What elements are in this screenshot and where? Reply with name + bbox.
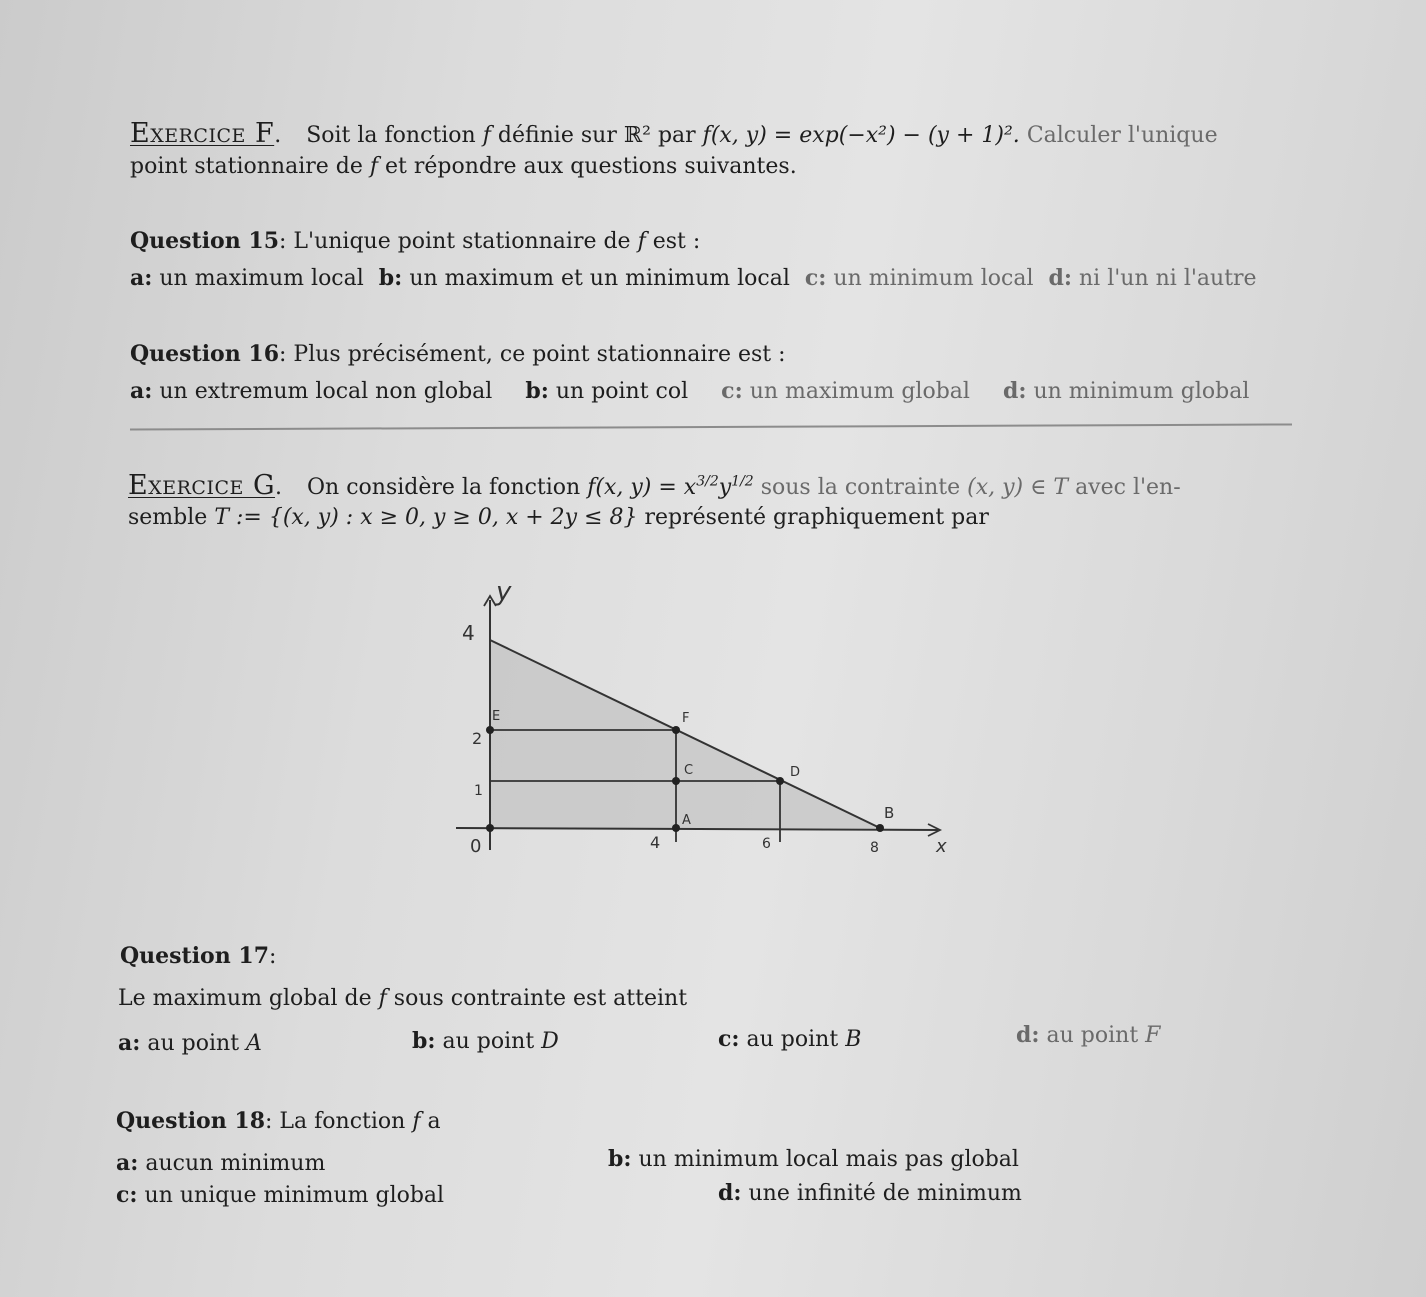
exercice-g-title: Exercice G <box>128 470 276 501</box>
function-symbol: f <box>412 1109 421 1134</box>
x-axis-label: x <box>936 836 947 857</box>
q18-option-b[interactable]: b: un minimum local mais pas global <box>608 1146 1019 1172</box>
question-16-text: Plus précisément, ce point stationnaire est : <box>293 342 786 367</box>
point-c-dot <box>672 777 680 785</box>
y-axis-label: y <box>496 577 512 607</box>
point-f-dot <box>672 726 680 734</box>
question-17-label: Question 17 <box>120 943 270 969</box>
q18-option-a[interactable]: a: aucun minimum <box>116 1150 326 1176</box>
question-18-text-b: a <box>427 1109 441 1134</box>
exercice-g-formula: f(x, $y) = x^{3/2}y^{1/2}$ <box>587 473 754 500</box>
point-a-label: A <box>682 813 691 828</box>
point-b-dot <box>876 824 884 832</box>
q18-option-d[interactable]: d: une infinité de minimum <box>718 1180 1022 1206</box>
point-c-label: C <box>684 763 694 778</box>
tick-label-y2: 2 <box>472 729 483 748</box>
exercice-g-text-b: sous la contrainte <box>760 475 961 500</box>
q17-option-b[interactable]: b: au point D <box>412 1028 559 1054</box>
q15-option-a[interactable]: a: un maximum local <box>130 265 364 291</box>
point-b-label: B <box>884 804 895 822</box>
tick-label-y4: 4 <box>462 621 475 645</box>
question-15-text: L'unique point stationnaire de <box>293 229 631 254</box>
question-17-text: Le maximum global de <box>118 986 372 1011</box>
question-18-heading: Question 18: La fonction f a <box>116 1108 441 1134</box>
function-symbol: f <box>637 229 646 254</box>
tick-label-y1: 1 <box>474 783 483 799</box>
exercice-g-set: T := {(x, y) : x ≥ 0, y ≥ 0, x + 2y ≤ 8} <box>214 505 638 530</box>
exercice-f-line2-text-b: et répondre aux questions suivantes. <box>385 154 797 179</box>
question-17-text-line <box>118 986 687 1011</box>
q17-option-c[interactable]: c: au point B <box>718 1026 862 1052</box>
q15-option-c[interactable]: c: un minimum local <box>804 265 1034 291</box>
question-15-label: Question 15 <box>130 228 280 254</box>
function-symbol: f <box>482 123 491 148</box>
point-f-label: F <box>682 711 690 726</box>
point-d-dot <box>776 777 784 785</box>
q15-option-b[interactable]: b: un maximum et un minimum local <box>378 265 790 291</box>
q16-option-c[interactable]: c: un maximum global <box>721 378 970 404</box>
question-15-heading: Question 15: L'unique point stationnaire de f est : <box>130 228 701 254</box>
x-axis-line <box>456 828 938 830</box>
q17-option-a[interactable]: a: au point A <box>118 1030 262 1056</box>
q16-option-a[interactable]: a: un extremum local non global <box>130 378 493 404</box>
question-16-label: Question 16 <box>130 341 280 367</box>
point-a-dot <box>672 824 680 832</box>
function-symbol: f <box>369 154 379 179</box>
point-d-label: D <box>790 765 801 780</box>
exercice-f-text-b: définie sur <box>497 123 617 148</box>
exercice-f-text-c: Calculer l'unique <box>1026 123 1218 148</box>
exercice-g-constraint: (x, y) ∈ T <box>967 475 1069 500</box>
tick-label-x4: 4 <box>650 833 661 852</box>
q18-option-c[interactable]: c: un unique minimum global <box>116 1182 445 1208</box>
tick-label-x8: 8 <box>870 840 879 856</box>
question-15-text-b: est : <box>652 229 701 254</box>
exercice-g-text: On considère la fonction <box>307 475 581 500</box>
question-17-text-b: sous contrainte est atteint <box>393 986 688 1011</box>
question-17-heading: Question 17: <box>120 943 277 969</box>
exercice-f-formula: f(x, y) = exp(−x²) − (y + 1)². <box>702 123 1020 148</box>
question-16-heading: Question 16: Plus précisément, ce point stationnaire est : <box>130 341 786 367</box>
exercice-f-line2-text: point stationnaire de <box>130 154 363 179</box>
q15-option-d[interactable]: d: ni l'un ni l'autre <box>1048 265 1257 291</box>
point-e-label: E <box>492 709 501 724</box>
origin-dot <box>486 824 494 832</box>
origin-label: 0 <box>470 836 482 857</box>
exercice-g-line-1: Exercice G. On considère la fonction f(x, $y) = x^{3/2}y^{1/2}$ sous la contrainte (x, y) ∈ T avec l'en- <box>128 470 1181 501</box>
function-symbol: f <box>378 986 387 1011</box>
exercice-f-text: Soit la fonction <box>306 123 476 148</box>
exercice-g-text-c: avec l'en- <box>1075 475 1181 500</box>
exercice-g-line2-text-b: représenté graphiquement par <box>644 505 989 530</box>
exercice-f-title: Exercice F <box>130 118 275 149</box>
exercice-g-line2-text: semble <box>128 505 208 530</box>
question-18-text: La fonction <box>279 1109 406 1134</box>
q16-option-b[interactable]: b: un point col <box>525 378 689 404</box>
point-e-dot <box>486 726 494 734</box>
question-18-label: Question 18 <box>116 1108 266 1134</box>
exercice-f-par: par <box>657 123 696 148</box>
exercice-f-line-1: Exercice F. Soit la fonction f définie sur ℝ² par f(x, y) = exp(−x²) − (y + 1)². Calculer l'unique <box>130 118 1218 149</box>
q16-option-d[interactable]: d: un minimum global <box>1002 378 1250 404</box>
q17-option-d[interactable]: d: au point F <box>1016 1022 1161 1048</box>
tick-label-x6: 6 <box>762 836 771 852</box>
r2-symbol: ℝ² <box>623 123 651 148</box>
